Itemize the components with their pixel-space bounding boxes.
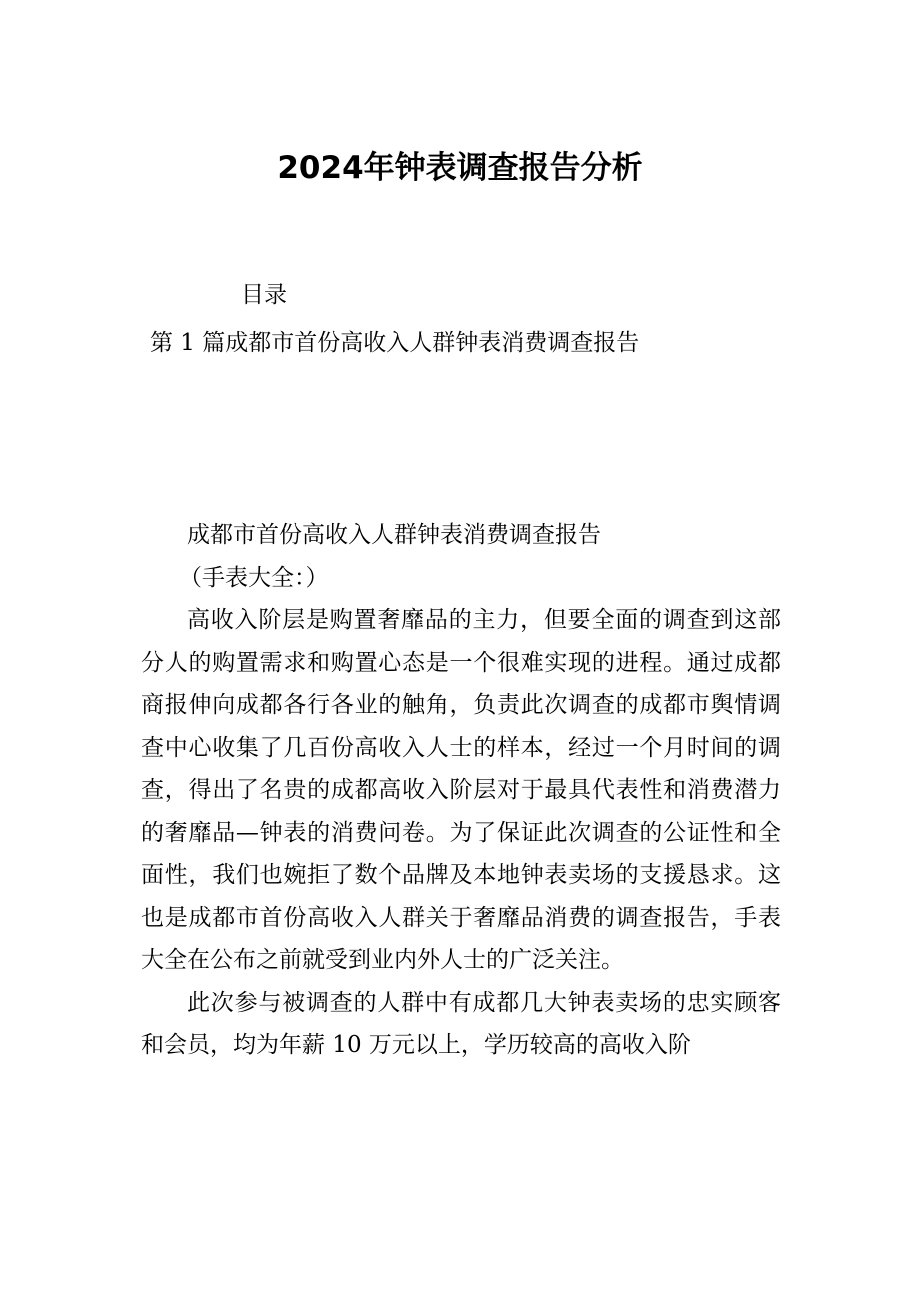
- toc-heading: 目录: [241, 282, 287, 308]
- toc-item-1[interactable]: 第 1 篇成都市首份高收入人群钟表消费调查报告: [150, 330, 640, 356]
- article-paragraph-2: 此次参与被调查的人群中有成都几大钟表卖场的忠实顾客和会员，均为年薪 10 万元以上，学历较高的高收入阶: [141, 989, 781, 1058]
- article-body: [141, 514, 781, 1067]
- article-paragraph-1: 高收入阶层是购置奢靡品的主力，但要全面的调查到这部分人的购置需求和购置心态是一个很难实现的进程。通过成都商报伸向成都各行各业的触角，负责此次调查的成都市舆情调查中心收集了几百份高收入人士的样本，经过一个月时间的调查，得出了名贵的成都高收入阶层对于最具代表性和消费潜力的奢靡品—钟表的消费问卷。为了保证此次调查的公证性和全面性，我们也婉拒了数个品牌及本地钟表卖场的支援恳求。这也是成都市首份高收入人群关于奢靡品消费的调查报告，手表大全在公布之前就受到业内外人士的广泛关注。: [141, 607, 781, 973]
- article-heading: 成都市首份高收入人群钟表消费调查报告: [187, 522, 601, 548]
- article-source: （手表大全：）: [178, 564, 329, 591]
- document-title: 2024年钟表调查报告分析: [277, 150, 643, 186]
